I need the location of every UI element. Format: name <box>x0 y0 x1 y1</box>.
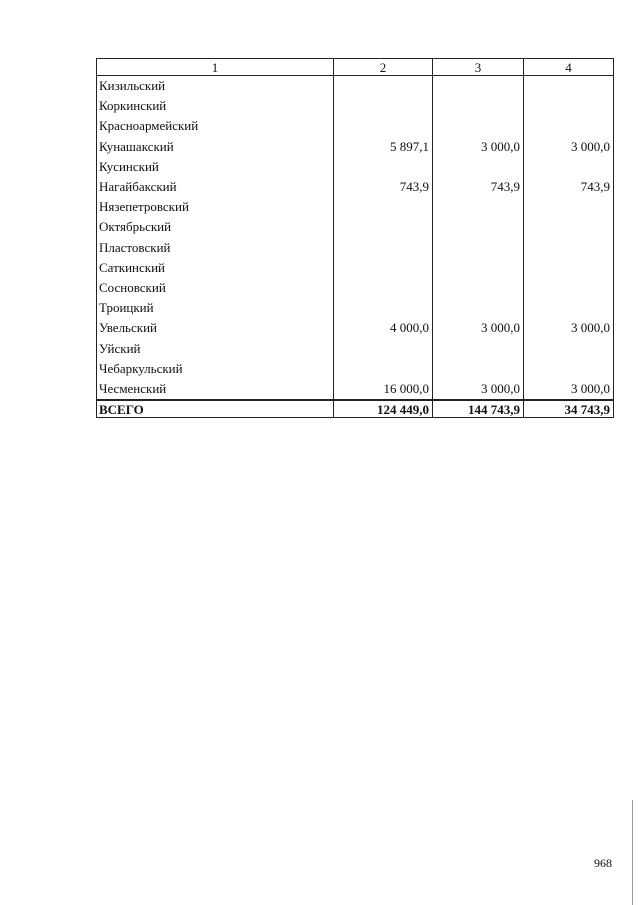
value-col4 <box>524 217 614 237</box>
value-col3: 743,9 <box>433 177 524 197</box>
value-col4: 3 000,0 <box>524 379 614 400</box>
value-col3: 3 000,0 <box>433 137 524 157</box>
value-col2 <box>334 116 433 136</box>
value-col4: 3 000,0 <box>524 137 614 157</box>
value-col4 <box>524 238 614 258</box>
total-value-col4: 34 743,9 <box>524 400 614 418</box>
table-row <box>97 318 614 338</box>
value-col4 <box>524 278 614 298</box>
table-total-row <box>97 400 614 418</box>
value-col3 <box>433 278 524 298</box>
value-col4 <box>524 359 614 379</box>
value-col4 <box>524 258 614 278</box>
value-col3 <box>433 76 524 97</box>
district-name: Нязепетровский <box>97 197 334 217</box>
table-row <box>97 379 614 400</box>
table-body <box>97 76 614 401</box>
table-row <box>97 238 614 258</box>
table-row <box>97 116 614 136</box>
value-col2 <box>334 217 433 237</box>
value-col3 <box>433 338 524 358</box>
value-col2 <box>334 76 433 97</box>
column-header: 1 <box>97 59 334 76</box>
value-col2 <box>334 278 433 298</box>
district-name: Сосновский <box>97 278 334 298</box>
value-col4 <box>524 157 614 177</box>
district-name: Октябрьский <box>97 217 334 237</box>
total-value-col2: 124 449,0 <box>334 400 433 418</box>
district-name: Увельский <box>97 318 334 338</box>
table-row <box>97 278 614 298</box>
value-col2 <box>334 338 433 358</box>
district-name: Чесменский <box>97 379 334 400</box>
value-col2 <box>334 96 433 116</box>
value-col4 <box>524 116 614 136</box>
district-name: Коркинский <box>97 96 334 116</box>
value-col3 <box>433 238 524 258</box>
value-col3 <box>433 157 524 177</box>
district-name: Кизильский <box>97 76 334 97</box>
value-col3 <box>433 359 524 379</box>
table-row <box>97 157 614 177</box>
table-row <box>97 76 614 97</box>
value-col2 <box>334 197 433 217</box>
column-header: 2 <box>334 59 433 76</box>
value-col3 <box>433 197 524 217</box>
page-number: 968 <box>594 856 612 870</box>
column-header: 4 <box>524 59 614 76</box>
value-col4 <box>524 338 614 358</box>
value-col3 <box>433 96 524 116</box>
table-row <box>97 359 614 379</box>
value-col2 <box>334 157 433 177</box>
table-row <box>97 338 614 358</box>
value-col4 <box>524 298 614 318</box>
value-col2 <box>334 238 433 258</box>
value-col2: 4 000,0 <box>334 318 433 338</box>
value-col4: 743,9 <box>524 177 614 197</box>
table-row <box>97 258 614 278</box>
value-col2: 743,9 <box>334 177 433 197</box>
value-col2: 16 000,0 <box>334 379 433 400</box>
value-col3: 3 000,0 <box>433 318 524 338</box>
district-name: Кусинский <box>97 157 334 177</box>
value-col2 <box>334 298 433 318</box>
value-col2: 5 897,1 <box>334 137 433 157</box>
value-col3 <box>433 217 524 237</box>
district-name: Кунашакский <box>97 137 334 157</box>
district-name: Уйский <box>97 338 334 358</box>
table-row <box>97 137 614 157</box>
value-col3: 3 000,0 <box>433 379 524 400</box>
table-row <box>97 298 614 318</box>
district-name: Чебаркульский <box>97 359 334 379</box>
value-col4 <box>524 96 614 116</box>
column-header: 3 <box>433 59 524 76</box>
value-col4: 3 000,0 <box>524 318 614 338</box>
district-name: Саткинский <box>97 258 334 278</box>
value-col2 <box>334 258 433 278</box>
total-value-col3: 144 743,9 <box>433 400 524 418</box>
district-name: Нагайбакский <box>97 177 334 197</box>
table-row <box>97 177 614 197</box>
total-label: ВСЕГО <box>97 400 334 418</box>
value-col4 <box>524 197 614 217</box>
district-name: Троицкий <box>97 298 334 318</box>
table-row <box>97 96 614 116</box>
value-col3 <box>433 298 524 318</box>
value-col3 <box>433 258 524 278</box>
table-row <box>97 217 614 237</box>
value-col4 <box>524 76 614 97</box>
value-col3 <box>433 116 524 136</box>
value-col2 <box>334 359 433 379</box>
district-name: Красноармейский <box>97 116 334 136</box>
scan-edge-line <box>632 800 633 905</box>
table-row <box>97 197 614 217</box>
district-name: Пластовский <box>97 238 334 258</box>
table-header-row <box>97 59 614 76</box>
budget-table <box>96 58 614 418</box>
